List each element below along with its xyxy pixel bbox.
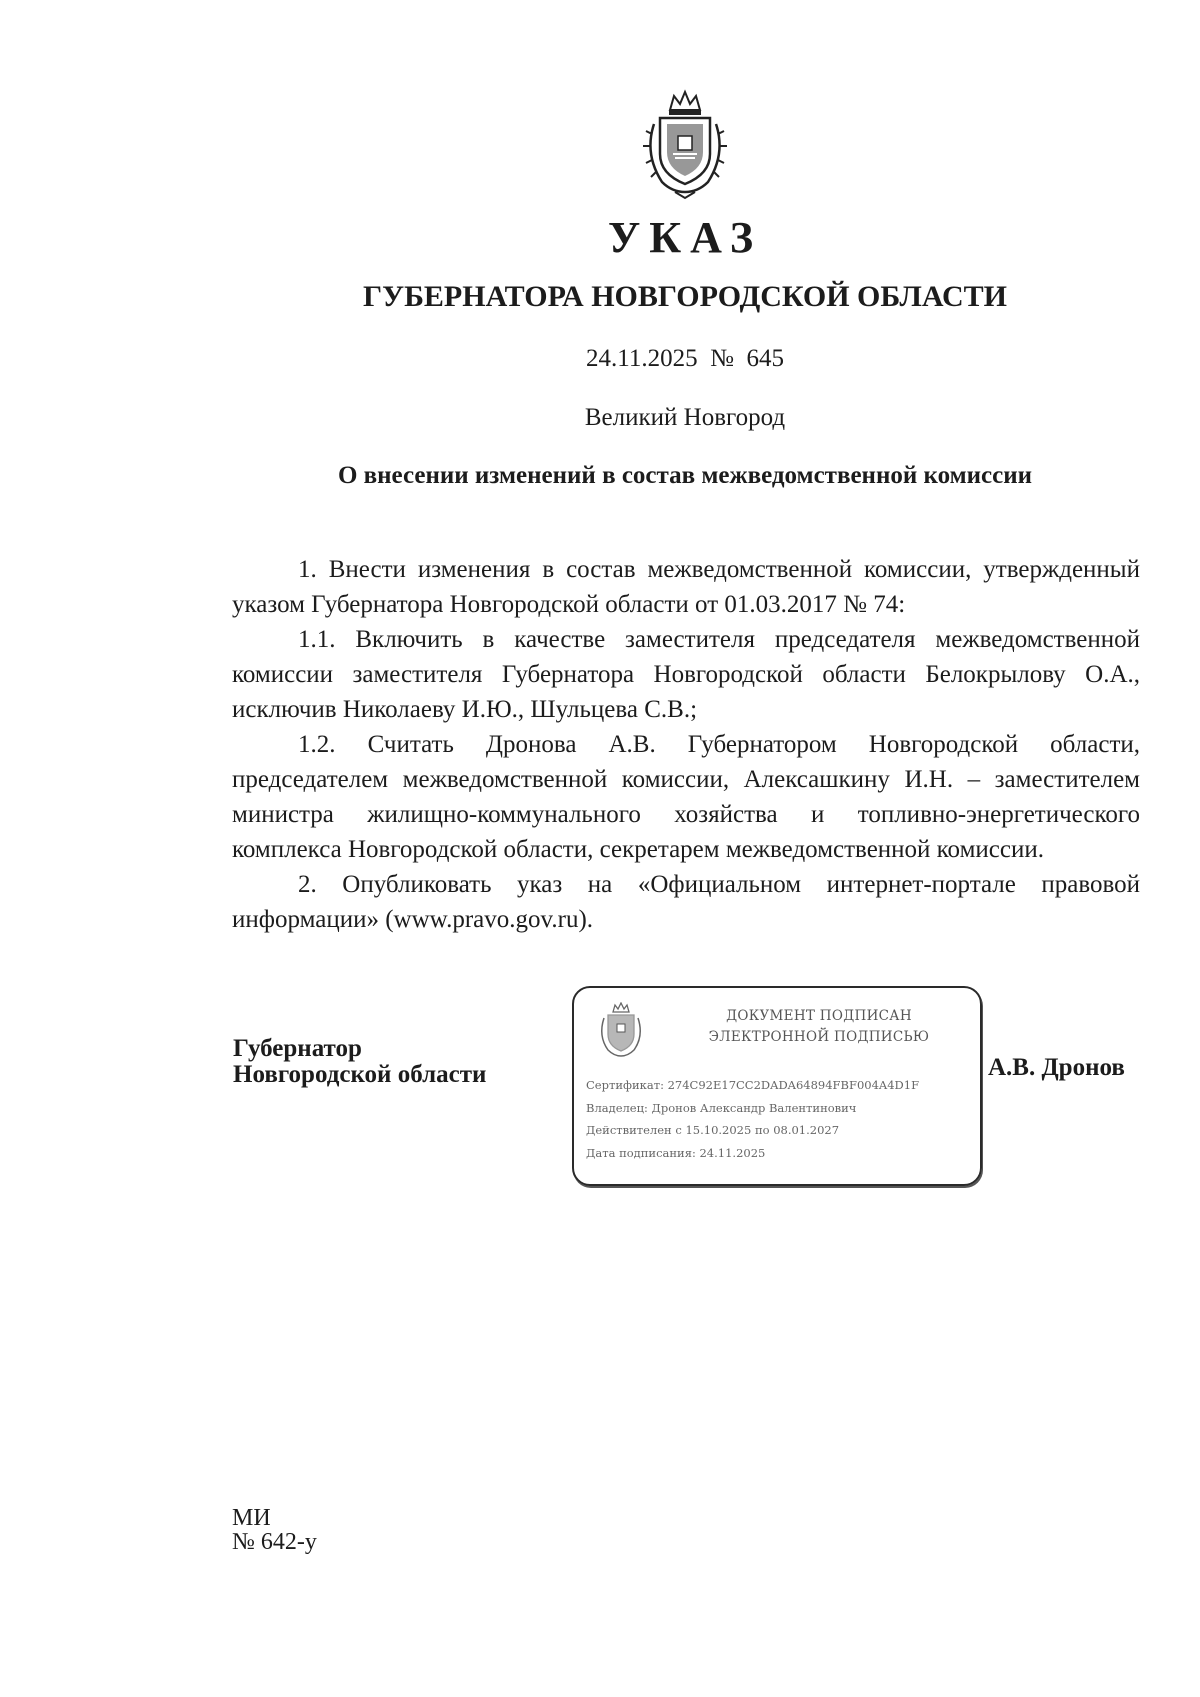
paragraph: 1.2. Считать Дронова А.В. Губернатором Новгородской области, председателем межведомственной комиссии, Алексашкину И.Н. – заместителем министра жилищно-коммунального хозяйства и топливно-энергетического комплекса Новгородской области, секретарем межведомственной комиссии. — [232, 731, 1140, 863]
stamp-details — [586, 1074, 919, 1164]
city: Великий Новгород — [584, 404, 786, 431]
document-body — [232, 552, 1140, 937]
stamp-header-line: ЭЛЕКТРОННОЙ ПОДПИСЬЮ — [708, 1029, 930, 1045]
position-line: Губернатор — [233, 1035, 362, 1062]
date-number-line — [0, 345, 1200, 373]
executor-initials: МИ — [232, 1505, 271, 1531]
document-subtitle: ГУБЕРНАТОРА НОВГОРОДСКОЙ ОБЛАСТИ — [362, 280, 1008, 313]
coat-of-arms-icon — [640, 88, 730, 200]
owner-line: Владелец: Дронов Александр Валентинович — [586, 1100, 857, 1115]
coat-of-arms-icon — [596, 1002, 646, 1060]
certificate-line: Сертификат: 274C92E17CC2DADA64894FBF004A4D1F — [586, 1078, 920, 1092]
document-heading: О внесении изменений в состав межведомственной комиссии — [337, 462, 1033, 489]
position-line: Новгородской области — [233, 1061, 487, 1088]
stamp-header-line: ДОКУМЕНТ ПОДПИСАН — [726, 1008, 912, 1024]
signed-date-line: Дата подписания: 24.11.2025 — [586, 1145, 766, 1160]
validity-line: Действителен с 15.10.2025 по 08.01.2027 — [586, 1123, 840, 1137]
document-date: 24.11.2025 — [586, 345, 698, 372]
signatory-name: А.В. Дронов — [988, 1054, 1125, 1081]
number-sign: № — [710, 345, 734, 372]
document-number: 645 — [746, 345, 784, 372]
electronic-signature-stamp — [572, 986, 982, 1186]
paragraph: 1. Внести изменения в состав межведомственной комиссии, утвержденный указом Губернатора Новгородской области от 01.03.2017 № 74: — [232, 556, 1140, 618]
paragraph: 2. Опубликовать указ на «Официальном интернет-портале правовой информации» (www.pravo.gov.ru). — [232, 871, 1140, 933]
stamp-header — [674, 1006, 964, 1048]
registration-number: № 642-у — [232, 1529, 317, 1555]
footer-note — [232, 1506, 317, 1554]
paragraph: 1.1. Включить в качестве заместителя председателя межведомственной комиссии заместителя Губернатора Новгородской области Белокрылову О.А., исключив Николаеву И.Ю., Шульцева С.В.; — [232, 626, 1140, 723]
document-title: УКАЗ — [607, 213, 763, 262]
signatory-position — [233, 1036, 486, 1088]
